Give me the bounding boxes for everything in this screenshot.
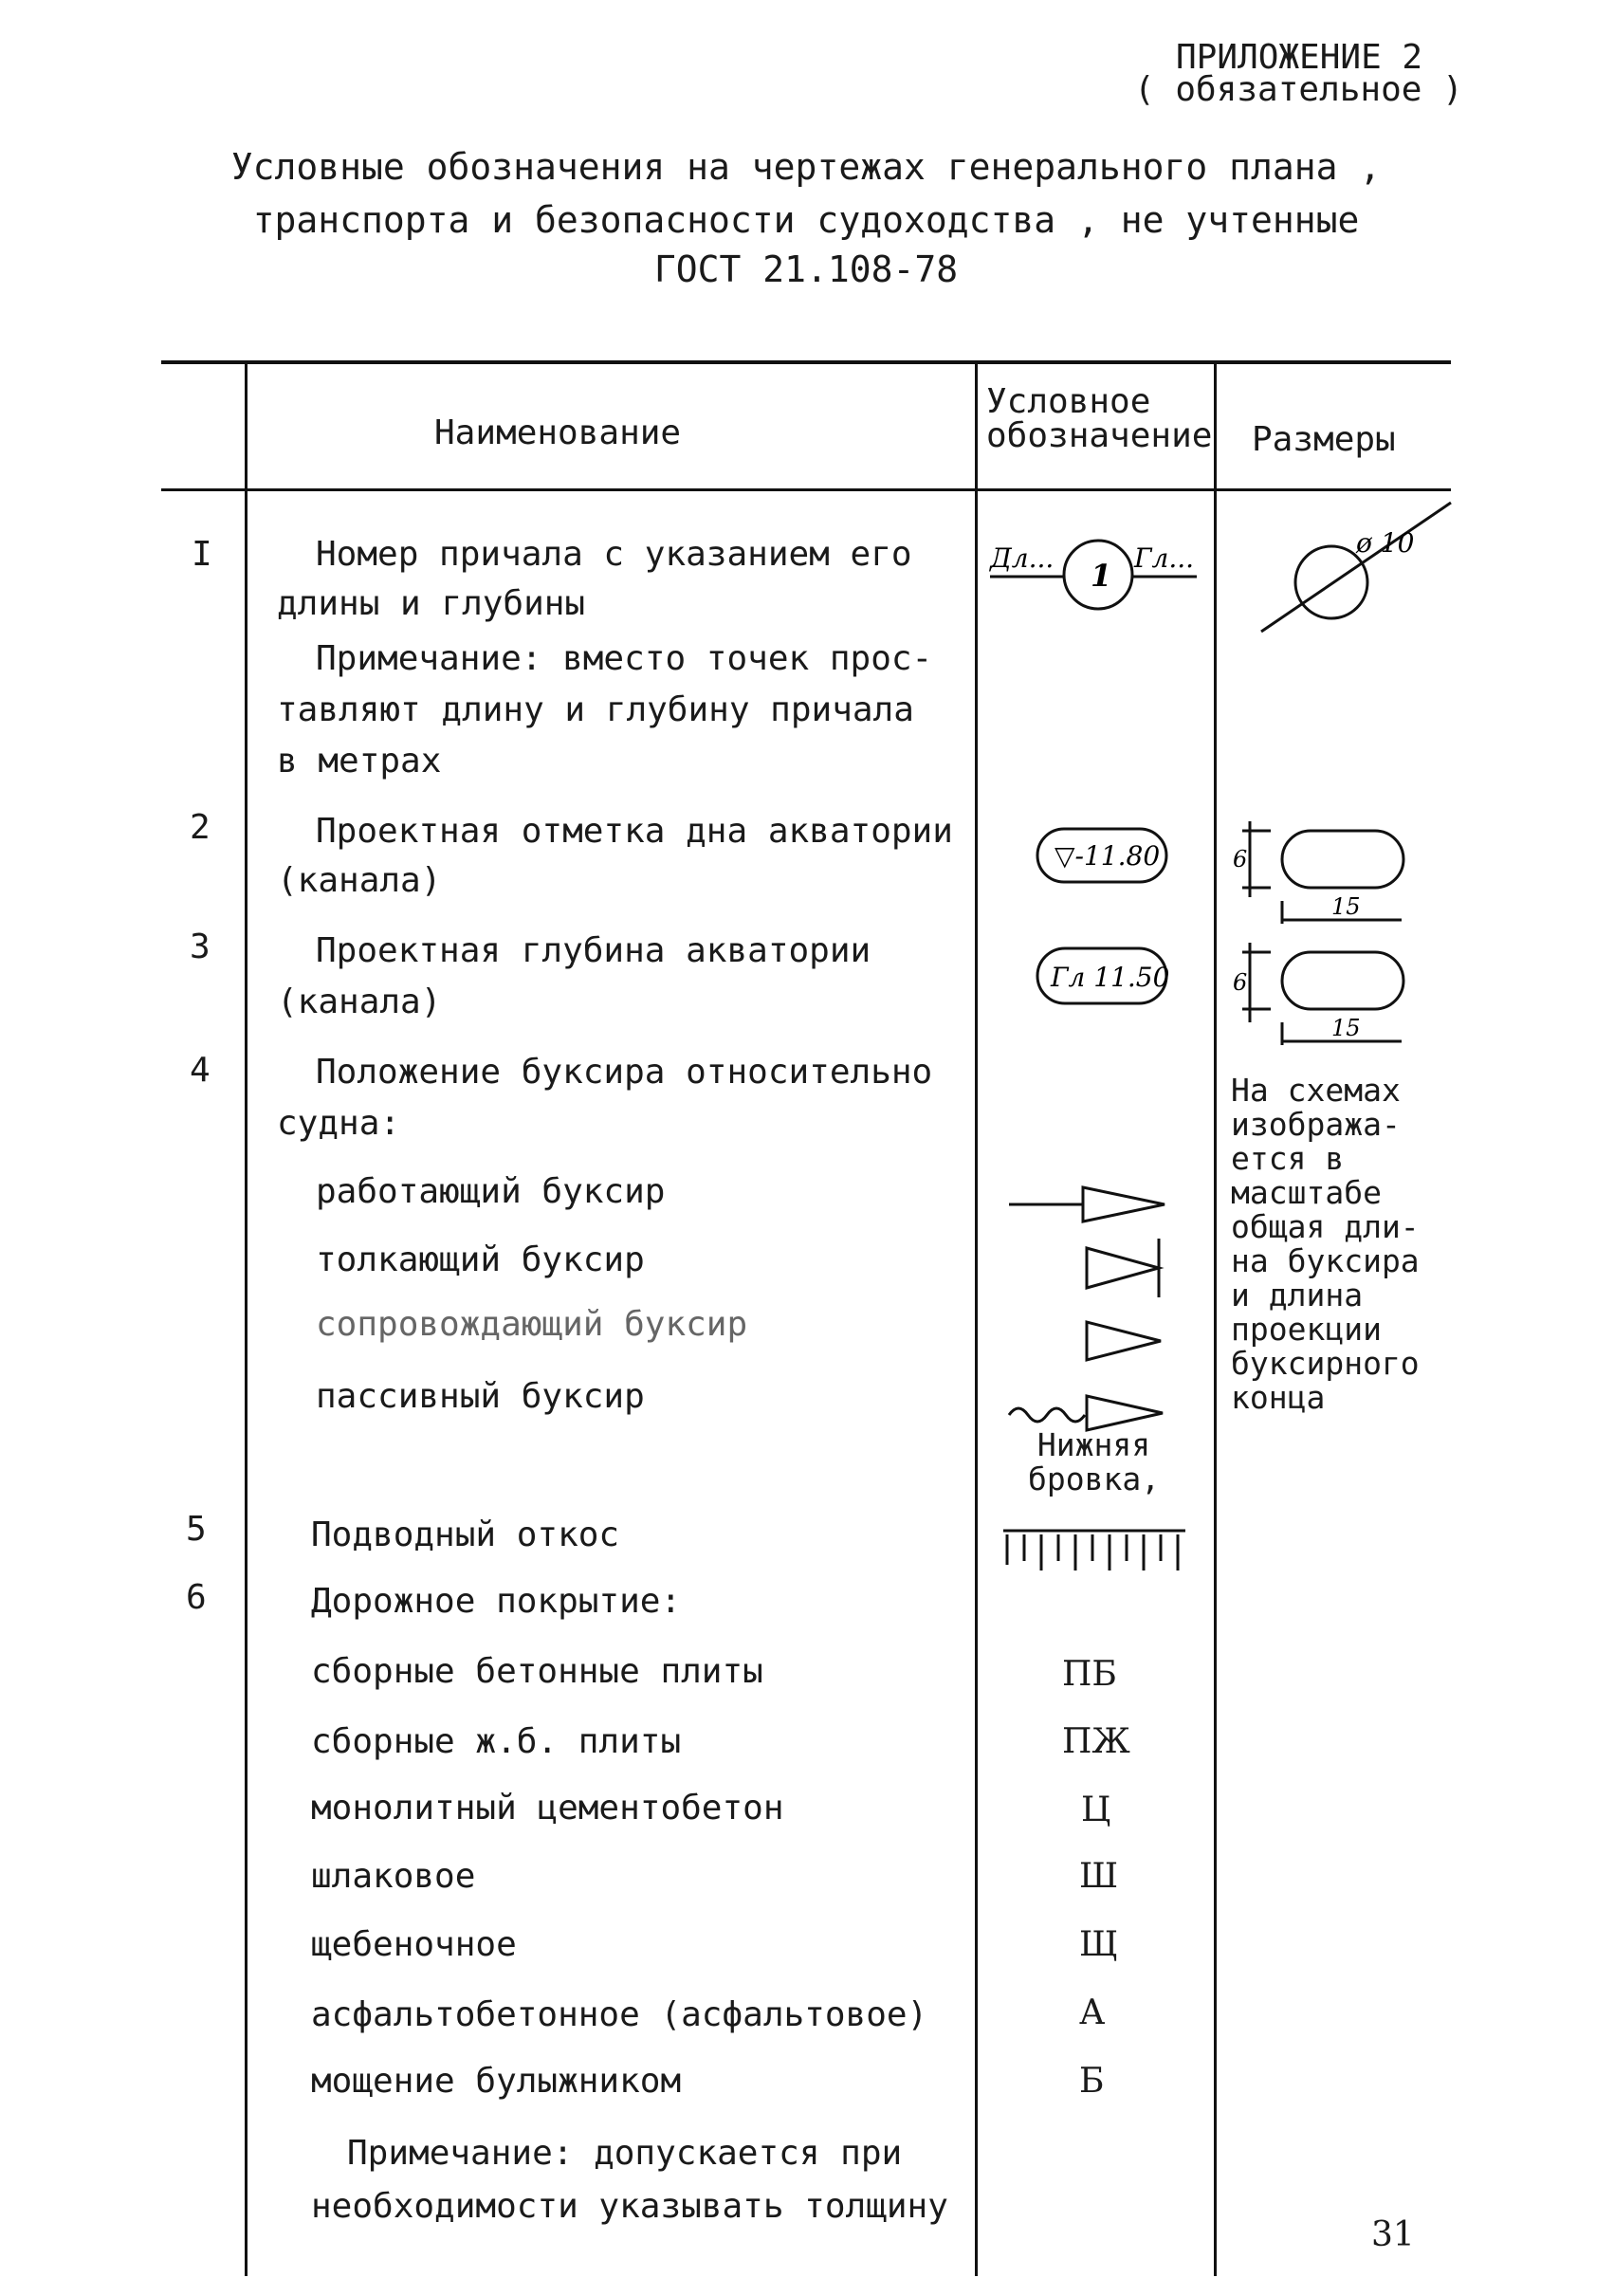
pavement-code-5: Щ: [1079, 1925, 1119, 1964]
row2-line2: (канала): [277, 861, 442, 900]
depth-dim-15: 15: [1331, 1015, 1361, 1041]
row1-line2: длины и глубины: [277, 584, 586, 623]
underwater-slope-symbol: [1003, 1531, 1185, 1570]
doc-title-line1: Условные обозначения на чертежах генерального плана ,: [230, 146, 1382, 188]
pavement-label-6: асфальтобетонное (асфальтовое): [311, 1995, 928, 2034]
header-symbol-line1: Условное: [986, 382, 1151, 421]
row1-line1: Номер причала с указанием его: [316, 535, 912, 574]
row1-note-line2: тавляют длину и глубину причала: [277, 690, 914, 729]
tug-passive: пассивный буксир: [316, 1377, 645, 1416]
row4-line2: судна:: [277, 1104, 401, 1143]
row-num-4: 4: [190, 1051, 211, 1090]
tug-size-note: На схемах изобража- ется в масштабе общая дли- на буксира и длина проекции буксирного конца: [1231, 1072, 1420, 1416]
row1-note-line1: Примечание: вместо точек прос-: [316, 639, 933, 678]
row-num-6: 6: [186, 1578, 207, 1617]
doc-title-line3: ГОСТ 21.108-78: [653, 248, 959, 290]
tug-escort: сопровождающий буксир: [316, 1305, 748, 1344]
row1-note-line3: в метрах: [277, 742, 442, 781]
pavement-code-7: Б: [1079, 2062, 1105, 2101]
escort-tug-symbol: [1087, 1322, 1161, 1360]
header-name: Наименование: [434, 413, 682, 452]
pavement-code-4: Ш: [1079, 1857, 1119, 1896]
depth-size-diagram: [1242, 943, 1403, 1045]
row4-line1: Положение буксира относительно: [316, 1053, 933, 1092]
appendix-subtitle: ( обязательное ): [1134, 70, 1463, 109]
depth-dim-6: 6: [1233, 969, 1248, 996]
mark-symbol-label: ▽-11.80: [1055, 840, 1161, 872]
pavement-label-1: сборные бетонные плиты: [311, 1652, 763, 1691]
berth-right-label: Гл...: [1134, 542, 1195, 574]
pavement-label-5: щебеночное: [311, 1925, 517, 1964]
appendix-title: ПРИЛОЖЕНИЕ 2: [1176, 38, 1423, 77]
final-note-line2: необходимости указывать толщину: [311, 2187, 948, 2226]
row-num-3: 3: [190, 928, 211, 966]
row-num-5: 5: [186, 1510, 207, 1549]
mark-dim-15: 15: [1331, 893, 1361, 920]
mark-size-diagram: [1242, 821, 1403, 924]
pavement-code-3: Ц: [1081, 1791, 1111, 1829]
berth-left-label: Дл...: [990, 542, 1055, 574]
pavement-label-4: шлаковое: [311, 1857, 476, 1896]
pushing-tug-symbol: [1087, 1239, 1159, 1297]
page-number: 31: [1371, 2215, 1415, 2254]
pavement-code-1: ПБ: [1062, 1655, 1117, 1694]
final-note-line1: Примечание: допускается при: [347, 2134, 903, 2173]
tug-pushing: толкающий буксир: [316, 1240, 645, 1279]
row6-line1: Дорожное покрытие:: [311, 1582, 682, 1621]
mark-dim-6: 6: [1233, 846, 1248, 872]
passive-tug-symbol: [1009, 1396, 1163, 1430]
row3-line1: Проектная глубина акватории: [316, 931, 871, 970]
working-tug-symbol: [1009, 1187, 1165, 1221]
row-num-2: 2: [190, 808, 211, 847]
berth-number: 1: [1091, 558, 1112, 594]
tug-working: работающий буксир: [316, 1172, 666, 1211]
berth-dim-label: ø 10: [1356, 527, 1415, 559]
pavement-code-2: ПЖ: [1062, 1722, 1130, 1761]
row2-line1: Проектная отметка дна акватории: [316, 812, 953, 851]
berth-size-diagram: [1261, 503, 1451, 632]
pavement-label-2: сборные ж.б. плиты: [311, 1722, 682, 1761]
depth-symbol-label: Гл 11.50: [1051, 962, 1170, 993]
doc-title-line2: транспорта и безопасности судоходства , не учтенные: [252, 199, 1360, 241]
pavement-label-3: монолитный цементобетон: [311, 1789, 784, 1828]
header-size: Размеры: [1252, 420, 1396, 459]
header-symbol-line2: обозначение: [986, 416, 1213, 455]
pavement-code-6: А: [1079, 1993, 1106, 2032]
slope-label: Нижняя бровка,: [1028, 1426, 1161, 1497]
row-num-1: I: [192, 535, 212, 574]
pavement-label-7: мощение булыжником: [311, 2062, 682, 2101]
row5-line1: Подводный откос: [311, 1515, 620, 1554]
row3-line2: (канала): [277, 983, 442, 1021]
